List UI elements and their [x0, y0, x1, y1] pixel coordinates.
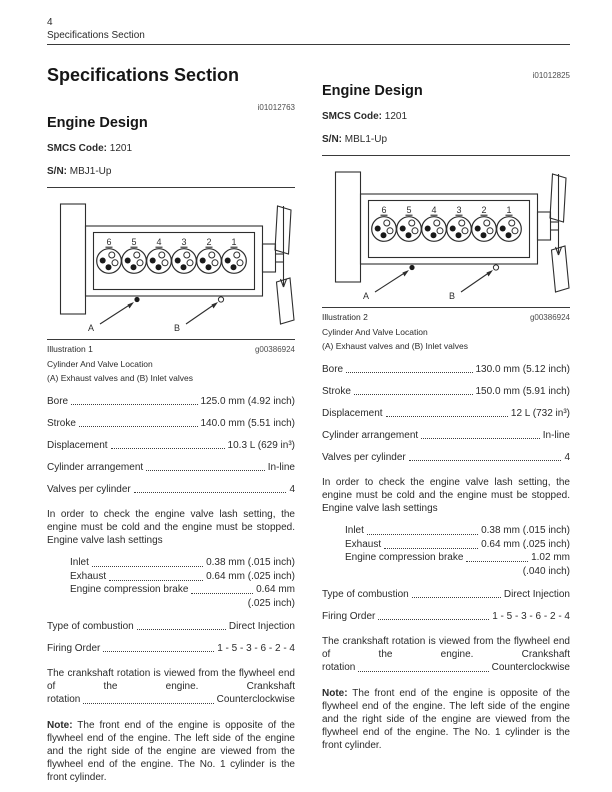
- smcs-value: 1201: [384, 111, 408, 122]
- illustration-caption-row: [47, 344, 295, 354]
- dot-leader: [92, 566, 203, 567]
- cylinders: [372, 205, 522, 241]
- sn-value: MBJ1-Up: [69, 166, 112, 177]
- lash-row-inlet: [345, 524, 570, 538]
- spec-value: 12 L (732 in³): [510, 408, 570, 419]
- flywheel-housing: [61, 204, 86, 314]
- cylinder-number: 3: [181, 237, 187, 247]
- dot-leader: [346, 372, 472, 373]
- spec-value: 10.3 L (629 in³): [227, 440, 295, 451]
- note-text: The front end of the engine is opposite of the flywheel end of the engine. The left side of the engine and the right side of the engine are viewed from the flywheel end of the engine. The No. 1 cylinder is the front cylinder.: [47, 720, 295, 783]
- spec-value: Direct Injection: [503, 589, 570, 600]
- valve-lash-settings: [70, 556, 295, 610]
- spec-row-displacement: [322, 408, 570, 419]
- dot-leader: [109, 580, 203, 581]
- cylinder-number: 6: [381, 205, 387, 215]
- dot-leader: [384, 548, 478, 549]
- spec-list: [47, 396, 295, 495]
- dot-leader: [79, 426, 198, 427]
- lash-row-exhaust: [345, 538, 570, 552]
- doc-id-left: i01012763: [257, 103, 295, 112]
- spec-label: Cylinder arrangement: [322, 430, 419, 441]
- spec-row-firing-order: [322, 611, 570, 622]
- illustration-subtitle: (A) Exhaust valves and (B) Inlet valves: [47, 373, 193, 383]
- illustration-label: Illustration 1: [47, 344, 93, 354]
- engine-illustration-2: [322, 162, 570, 307]
- spec-label: Bore: [47, 396, 69, 407]
- spec-value: 130.0 mm (5.12 inch): [475, 364, 570, 375]
- left-column: [47, 45, 295, 784]
- spec-row-arrangement: [47, 462, 295, 473]
- spec-value: 1 - 5 - 3 - 6 - 2 - 4: [217, 643, 295, 654]
- page-header: [47, 17, 570, 45]
- two-column-layout: [47, 45, 570, 784]
- illustration-bottom-rule: [322, 307, 570, 308]
- illustration-top-rule: [322, 155, 570, 156]
- dot-leader: [191, 593, 253, 594]
- spec-row-firing-order: [47, 643, 295, 654]
- crankshaft-paragraph: The crankshaft rotation is viewed from the flywheel end of the engine. Crankshaft: [322, 636, 570, 660]
- crankshaft-rotation-row: [322, 661, 570, 674]
- sn-label: S/N:: [47, 166, 67, 177]
- flywheel-housing: [336, 172, 361, 282]
- sn-line-right: [322, 134, 570, 145]
- spec-label: Type of combustion: [322, 589, 409, 600]
- dot-leader: [421, 438, 540, 439]
- cylinder-number: 5: [131, 237, 137, 247]
- cylinder-number: 3: [456, 205, 462, 215]
- dot-leader: [111, 448, 225, 449]
- lash-row-brake: [345, 551, 570, 565]
- cylinder-number: 4: [431, 205, 437, 215]
- spec-row-stroke: [322, 386, 570, 397]
- spec-row-combustion: [47, 621, 295, 632]
- smcs-value: 1201: [109, 143, 133, 154]
- lash-label: Engine compression brake: [70, 584, 189, 595]
- smcs-label: SMCS Code:: [322, 111, 382, 122]
- callout-b-label: B: [173, 323, 181, 333]
- note-paragraph: [47, 719, 295, 784]
- note-label: Note:: [322, 688, 348, 699]
- spec-label: Firing Order: [47, 643, 101, 654]
- dot-leader: [378, 619, 489, 620]
- valve-lash-settings: [345, 524, 570, 578]
- illustration-label: Illustration 2: [322, 312, 368, 322]
- fan-assembly: [538, 174, 570, 292]
- section-title: Specifications Section: [47, 65, 240, 85]
- engine-illustration-1: [47, 194, 295, 339]
- lash-value: 0.64 mm (.025 inch): [206, 570, 295, 582]
- spec-label: Stroke: [322, 386, 351, 397]
- illustration-subtitle: (A) Exhaust valves and (B) Inlet valves: [322, 341, 468, 351]
- crankshaft-paragraph: The crankshaft rotation is viewed from the flywheel end of the engine. Crankshaft: [47, 668, 295, 692]
- spec-label: Firing Order: [322, 611, 376, 622]
- note-text: The front end of the engine is opposite of the flywheel end of the engine. The left side of the engine and the right side of the engine are viewed from the flywheel end of the engine. The No. 1 cylinder is the front cylinder.: [322, 688, 570, 751]
- spec-value: 4: [564, 452, 570, 463]
- spec-label: Valves per cylinder: [322, 452, 406, 463]
- valve-lash-intro: In order to check the engine valve lash setting, the engine must be cold and the engine must be stopped. Engine valve lash settings: [47, 509, 295, 546]
- cylinder-number: 4: [156, 237, 162, 247]
- spec-row-combustion: [322, 589, 570, 600]
- callout-b: [449, 265, 499, 301]
- engine-design-heading-left: Engine Design: [47, 115, 148, 131]
- illustration-title: Cylinder And Valve Location: [47, 359, 153, 369]
- lash-value: 0.38 mm (.015 inch): [206, 557, 295, 568]
- dot-leader: [83, 703, 213, 704]
- spec-label: Stroke: [47, 418, 76, 429]
- crank-value: Counterclockwise: [216, 694, 295, 705]
- dot-leader: [103, 651, 214, 652]
- callout-b: [174, 297, 224, 333]
- dot-leader: [71, 404, 197, 405]
- spec-row-stroke: [47, 418, 295, 429]
- sn-line-left: [47, 166, 295, 177]
- spec-row-bore: [322, 364, 570, 375]
- smcs-line-left: [47, 143, 295, 154]
- cylinder-number: 2: [481, 205, 487, 215]
- spec-row-displacement: [47, 440, 295, 451]
- lash-value: 0.64 mm: [256, 584, 295, 595]
- lash-label: Exhaust: [70, 570, 107, 582]
- callout-b-label: B: [448, 291, 456, 301]
- dot-leader: [466, 561, 528, 562]
- dot-leader: [412, 597, 501, 598]
- sn-label: S/N:: [322, 134, 342, 145]
- running-section-title: Specifications Section: [47, 30, 145, 41]
- illustration-title: Cylinder And Valve Location: [322, 327, 428, 337]
- cylinders: [97, 237, 247, 273]
- spec-value: In-line: [542, 430, 570, 441]
- page-number: 4: [47, 17, 53, 28]
- doc-id-right: i01012825: [532, 71, 570, 80]
- crank-label: rotation: [47, 694, 81, 705]
- note-label: Note:: [47, 720, 73, 731]
- smcs-line-right: [322, 111, 570, 122]
- lash-label: Inlet: [70, 557, 89, 568]
- dot-leader: [386, 416, 508, 417]
- lash-label: Engine compression brake: [345, 552, 464, 563]
- dot-leader: [409, 460, 562, 461]
- spec-value: 150.0 mm (5.91 inch): [475, 386, 570, 397]
- lash-row-exhaust: [70, 570, 295, 584]
- spec-label: Valves per cylinder: [47, 484, 131, 495]
- spec-row-valves: [322, 452, 570, 463]
- cylinder-number: 1: [231, 237, 237, 247]
- spec-row-bore: [47, 396, 295, 407]
- spec-list: [322, 364, 570, 463]
- cylinder-number: 6: [106, 237, 112, 247]
- spec-label: Displacement: [322, 408, 383, 419]
- spec-label: Bore: [322, 364, 344, 375]
- spec-label: Cylinder arrangement: [47, 462, 144, 473]
- fan-assembly: [263, 206, 295, 324]
- dot-leader: [358, 671, 488, 672]
- spec-value: 1 - 5 - 3 - 6 - 2 - 4: [492, 611, 570, 622]
- spec-value: Direct Injection: [228, 621, 295, 632]
- valve-lash-intro: In order to check the engine valve lash setting, the engine must be cold and the engine must be stopped. Engine valve lash settings: [322, 477, 570, 514]
- illustration-caption-row: [322, 312, 570, 322]
- spec-value: 125.0 mm (4.92 inch): [200, 396, 295, 407]
- spec-value: 140.0 mm (5.51 inch): [200, 418, 295, 429]
- crank-value: Counterclockwise: [491, 662, 570, 673]
- dot-leader: [367, 534, 478, 535]
- illustration-ref: g00386924: [254, 345, 295, 354]
- callout-a: [363, 265, 415, 301]
- dot-leader: [137, 629, 226, 630]
- dot-leader: [146, 470, 265, 471]
- illustration-ref: g00386924: [529, 313, 570, 322]
- crankshaft-rotation-row: [47, 693, 295, 706]
- crank-label: rotation: [322, 662, 356, 673]
- smcs-label: SMCS Code:: [47, 143, 107, 154]
- spec-value: In-line: [267, 462, 295, 473]
- spec-label: Displacement: [47, 440, 108, 451]
- dot-leader: [354, 394, 473, 395]
- note-paragraph: [322, 687, 570, 752]
- cylinder-number: 1: [506, 205, 512, 215]
- lash-label: Inlet: [345, 525, 364, 536]
- spec-row-arrangement: [322, 430, 570, 441]
- lash-value: 0.64 mm (.025 inch): [481, 538, 570, 550]
- illustration-top-rule: [47, 187, 295, 188]
- cylinder-number: 2: [206, 237, 212, 247]
- lash-value-wrap: (.040 inch): [522, 565, 570, 577]
- spec-row-valves: [47, 484, 295, 495]
- callout-a-label: A: [362, 291, 370, 301]
- illustration-bottom-rule: [47, 339, 295, 340]
- lash-value: 1.02 mm: [531, 552, 570, 563]
- callout-a: [88, 297, 140, 333]
- right-column: [322, 45, 570, 784]
- engine-design-heading-right: Engine Design: [322, 83, 423, 99]
- callout-a-label: A: [87, 323, 95, 333]
- sn-value: MBL1-Up: [344, 134, 388, 145]
- dot-leader: [134, 492, 287, 493]
- spec-label: Type of combustion: [47, 621, 134, 632]
- lash-row-brake: [70, 583, 295, 597]
- lash-value: 0.38 mm (.015 inch): [481, 525, 570, 536]
- spec-value: 4: [289, 484, 295, 495]
- lash-row-inlet: [70, 556, 295, 570]
- cylinder-number: 5: [406, 205, 412, 215]
- lash-label: Exhaust: [345, 538, 382, 550]
- lash-value-wrap: (.025 inch): [247, 597, 295, 609]
